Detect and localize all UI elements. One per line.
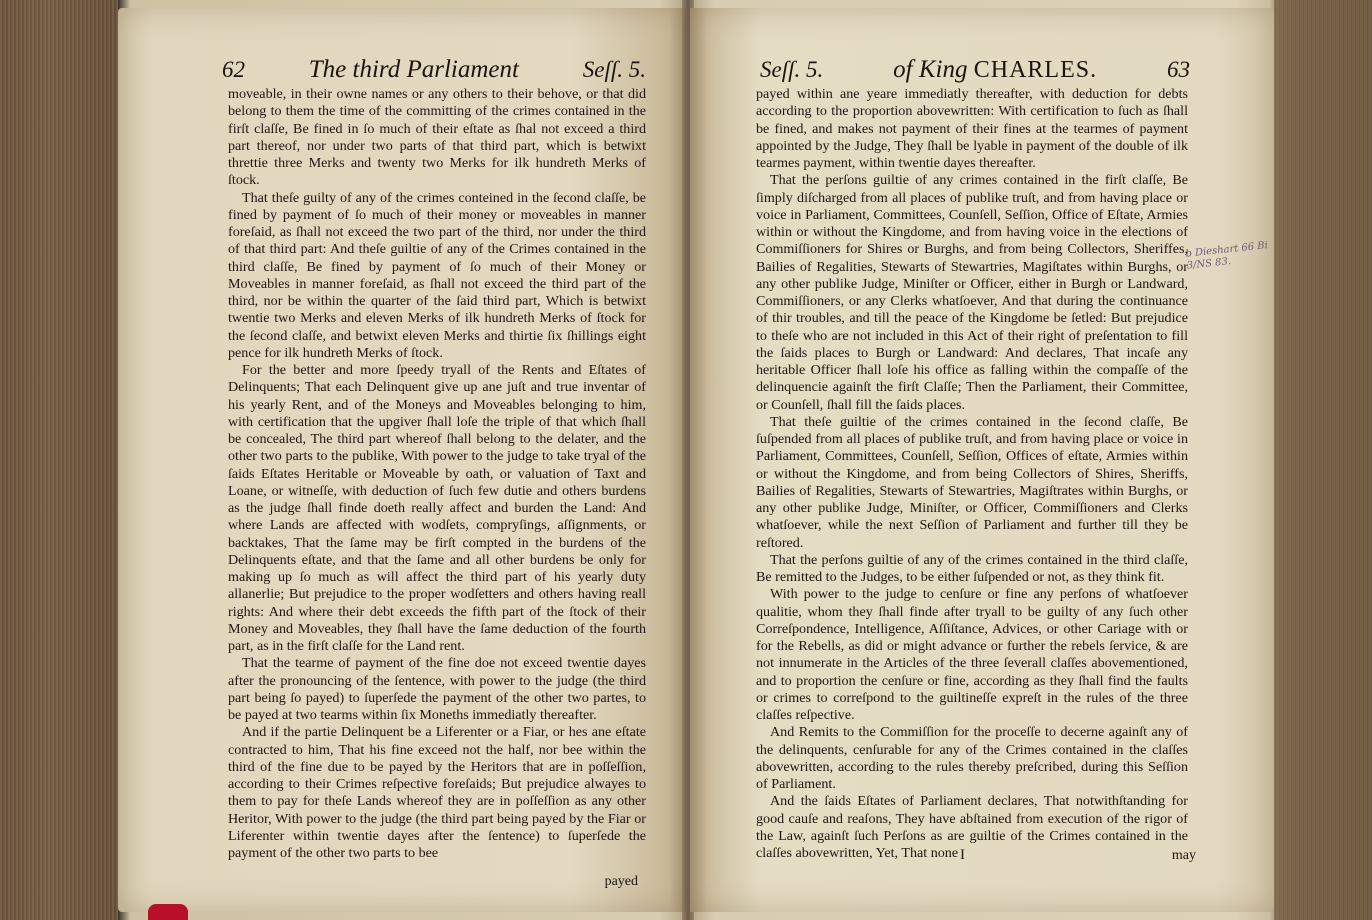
paragraph: With power to the judge to cenſure or fine any perſons of whatſoever qualitie, whom they ſhall finde after tryall to be guilty of any ſuch other Correſpondence, Intelligence, Aſſiſtance, Advices, or other Cariage with or for the Rebells, as did or might advance or further the rebels ſervice, & are not innumerate in the Articles of the three ſeverall claſſes abovementioned, and to proportion the cenſure or fine, according as they ſhall find the faults or crimes to correſpond to the guiltineſſe expreſt in the rules of the three claſſes reſpective. <box>756 586 1188 723</box>
paragraph: That the perſons guiltie of any of the crimes contained in the third claſſe, Be remitted to the Judges, to be either ſuſpended or not, as they think fit. <box>756 551 1188 585</box>
page-edges-right <box>1274 0 1372 920</box>
paragraph: And Remits to the Commiſſion for the proceſſe to decerne againſt any of the delinquents, cenſurable for any of the Crimes contained in the claſſes abovewritten, according to the rules thereby preſcribed, during this Seſſion of Parliament. <box>756 724 1188 792</box>
session-label: Seſſ. 5. <box>760 57 824 82</box>
page-number: 62 <box>222 57 245 82</box>
left-page <box>118 8 686 912</box>
catchword: may <box>1171 848 1196 863</box>
paragraph: moveable, in their owne names or any others to their behove, or that did belong to them the time of the committing of the crimes contained in the firſt claſſe, Be fined in ſo much of their eſtate as ſhal not exceed a third part thereof, nor under two parts of that third part, which is betwixt threttie three Merks and twenty two Merks for ilk hundreth Merks of ſtock. <box>228 86 646 189</box>
running-title-prefix: of King <box>893 56 968 83</box>
paragraph: payed within ane yeare immediatly thereafter, with deduction for debts according to the proportion abovewritten: With certification to ſuch as ſhall be fined, and makes not payment of their fines at the tearmes of payment appointed by the Judge, They ſhall be lyable in payment of the double of ilk tearmes payment, within twentie dayes thereafter. <box>756 86 1188 171</box>
right-page-body <box>756 86 1188 862</box>
paragraph: That the tearme of payment of the fine doe not exceed twentie dayes after the pronouncing of the ſentence, with power to the judge (the third part being ſo payed) to ſuperſede the payment of the other two partes, to be payed at two tearms within ſix Moneths immediatly thereafter. <box>228 655 646 723</box>
page-edges-left <box>0 0 118 920</box>
paragraph: For the better and more ſpeedy tryall of the Rents and Eſtates of Delinquents; That each Delinquent give up ane juſt and true inventar of his yearly Rent, and of the Moneys and Moveables belonging to him, with certification that the upgiver ſhall loſe the triple of that which ſhall be concealed, The third part whereof ſhall belong to the delater, and the other two parts to the publike, With power to the judge to take tryal of the ſaids Eſtates Heritable or Moveable by oath, or valuation of Taxt and Loane, or witneſſe, with deduction of ſuch few dutie and others burdens as the judge ſhall finde doeth really affect and burden the Land: And where Lands are affected with wodſets, compryſings, aſſignments, or backtakes, That the ſame may be firſt compted in the burdens of the Delinquents eſtate, and that the ſame and all other burdens be only for making up ſo much as will affect the third part of his yearly duty allanerlie; But prejudice to the proper wodſetters and others having reall rights: And where their debt exceeds the fifth part of the ſtock of their Money and Moveables, they ſhall have the ſame deduction of the fourth part, as in the firſt claſſe for the Land rent. <box>228 362 646 654</box>
paragraph: That the perſons guiltie of any crimes contained in the firſt claſſe, Be ſimply diſcharged from all places of publike truſt, and from having place or voice in Parliament, Committees, Counſell, Seſſion, Office of Eſtate, Armies within or without the Kingdome, and from having voice in the elections of Commiſſioners for Shires or Burghs, and from being Collectors, Sheriffes, Bailies of Regalities, Stewarts of Stewartries, Magiſtates within Burghs, or any other publike Judge, Miniſter or Officer, either in Burgh or Landward, Commiſſioners, or any Clerks whatſoever, And that during the continuance of thir troubles, and till the peace of the Kingdome be ſetled: But prejudice to theſe who are not included in this Act of their right of preſentation to fill the ſaids places to Burgh or Landward: And declares, That incaſe any heritable Officer ſhall loſe his office as falling within the compaſſe of the delinquencie againſt the firſt Claſſe; Then the Parliament, their Committee, or Counſell, ſhall fill the ſaids places. <box>756 172 1188 413</box>
running-title-king-name: CHARLES. <box>973 57 1098 83</box>
paragraph: And the ſaids Eſtates of Parliament declares, That notwithſtanding for good cauſe and reaſons, They have abſtained from execution of the rigor of the Law, againſt ſuch Perſons as are guiltie of the Crimes contained in the claſſes abovewritten, Yet, That none <box>756 793 1188 861</box>
handwritten-margin-note: b Dieshart 66 Bi 3/NS 83. <box>1184 240 1269 272</box>
running-title: The third Parliament <box>308 56 519 83</box>
bookmark-ribbon <box>148 904 188 920</box>
paragraph: That theſe guilty of any of the crimes conteined in the ſecond claſſe, be fined by payment of ſo much of their money or moveables in manner foreſaid, as ſhall not exceed the two part of the third, nor under the third of that third part: And theſe guiltie of any of the Crimes contained in the third claſſe, Be fined by payment of ſo much of their Money or Moveables in manner foreſaid, as ſhall not exceed the third part of the third, nor be within the quarter of the ſaid third part, Which is betwixt twentie two Merks and eleven Merks of ilk hundreth Merks of ſtock for the ſecond claſſe, and betwixt eleven Merks and thirtie ſix ſhillings eight pence for ilk hundreth Merks of ſtock. <box>228 189 646 361</box>
right-page <box>690 8 1274 912</box>
running-title <box>893 56 1097 84</box>
left-page-body <box>228 86 646 862</box>
catchword: payed <box>604 874 638 889</box>
paragraph: That theſe guiltie of the crimes contained in the ſecond claſſe, Be ſuſpended from all places of publike truſt, and from having place or voice in Parliament, Committees, Counſell, Seſſion, Offices of eſtate, Armies within or without the Kingdome, and from being Collectors of Shires, Sheriffs, Bailies of Regalities, Stewarts of Stewartries, Magiſtrates within Burghs, or any other publike Judge, Miniſter, or Officer, Commiſſioners and Clerks whatſoever, while the next Seſſion of Parliament and further till they be reſtored. <box>756 413 1188 551</box>
session-label: Seſſ. 5. <box>582 57 646 82</box>
page-number: 63 <box>1167 57 1190 82</box>
signature-mark: I <box>960 847 965 863</box>
paragraph: And if the partie Delinquent be a Liferenter or a Fiar, or hes ane eſtate contracted to him, That his fine exceed not the half, nor bee within the third of the fine due to be payed by the Heritors that are in poſſeſſion, according to their Crimes reſpective foreſaids; But prejudice alwayes to them to pay for theſe Lands whereof they are in poſſeſſion as any other Heritor, With power to the judge (the third part being payed by the Fiar or Liferenter within twentie dayes after the ſentence) to ſuperſede the payment of the other two parts to bee <box>228 724 646 861</box>
